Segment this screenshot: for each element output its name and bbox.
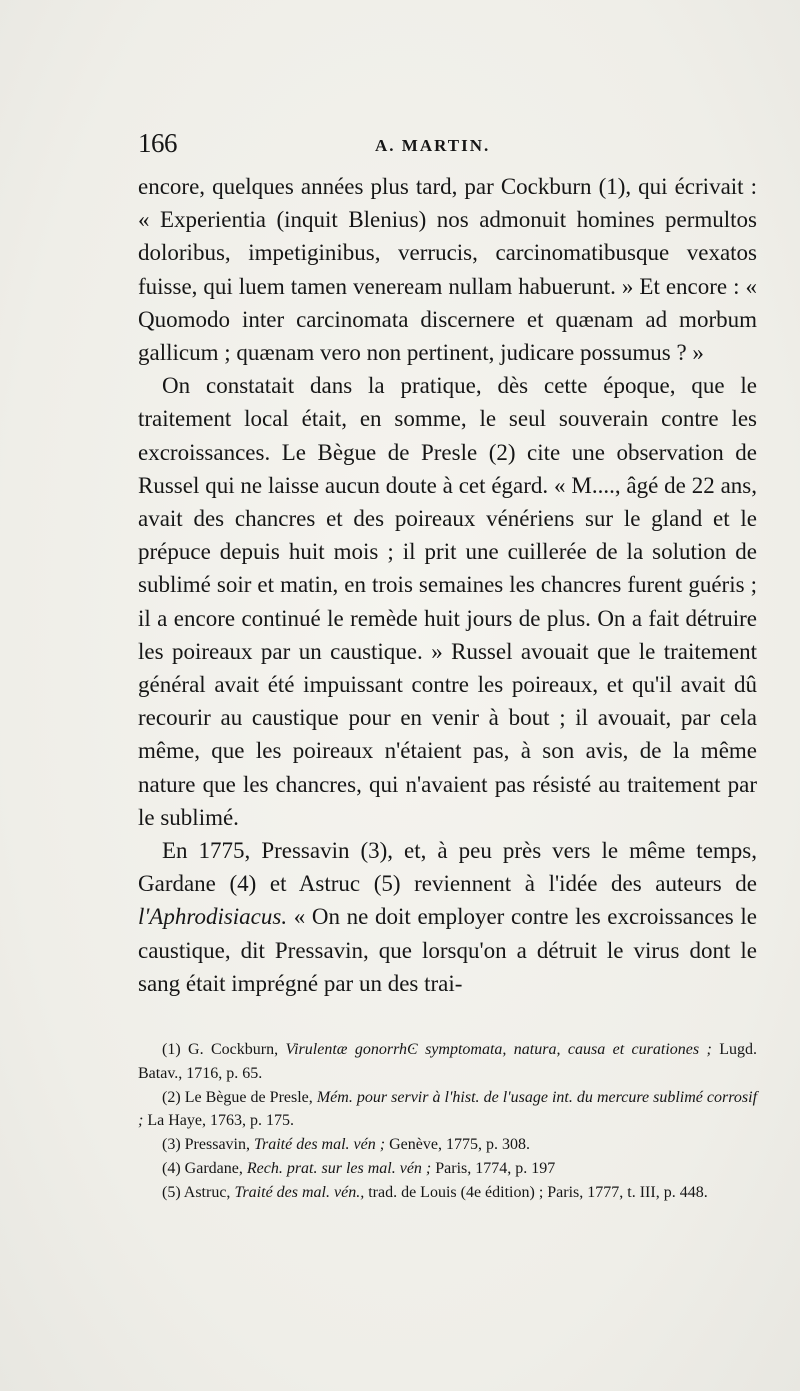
footnote-3-imprint: Genève, 1775, p. 308. <box>385 1136 530 1154</box>
aphrodisiacus-title: l'Aphrodisiacus. <box>138 904 288 930</box>
paragraph-1: encore, quelques années plus tard, par Cockburn (1), qui écrivait : « Experientia (inquit Blenius) nos admonuit homines permultos doloribus, impetiginibus, verrucis, carcinomatibusque vexatos fuisse, qui luem tamen veneream nullam habuerunt. » Et encore : « Quomodo inter carcinomata discernere et quænam ad morbum gallicum ; quænam vero non pertinent, judicare possumus ? » <box>138 174 757 366</box>
paragraph-3 <box>138 834 757 1000</box>
footnotes <box>138 1038 757 1205</box>
footnote-1-author: (1) G. Cockburn, <box>162 1041 286 1058</box>
paragraph-3-end: « On ne doit employer contre les excroissances le caustique, dit Pressavin, que lorsqu'on a détruit le virus dont le sang était imprégné par un des trai- <box>138 904 757 996</box>
footnote-2-author: (2) Le Bègue de Presle, <box>162 1088 317 1106</box>
footnote-3-author: (3) Pressavin, <box>162 1136 254 1154</box>
footnote-1-title: Virulentæ gonorrhϾ symptomata, natura, causa et curationes ; <box>285 1041 712 1058</box>
footnote-2-imprint: La Haye, 1763, p. 175. <box>143 1112 294 1130</box>
footnote-3-title: Traité des mal. vén ; <box>253 1136 386 1154</box>
footnote-4 <box>138 1157 757 1181</box>
footnote-5-author: (5) Astruc, <box>162 1183 235 1201</box>
main-text <box>138 170 757 1000</box>
footnote-4-author: (4) Gardane, <box>162 1159 247 1177</box>
footnote-3 <box>138 1133 757 1157</box>
footnote-4-imprint: Paris, 1774, p. 197 <box>431 1159 556 1177</box>
footnote-2 <box>138 1086 757 1134</box>
page-number: 166 <box>138 128 177 158</box>
footnote-5 <box>138 1181 757 1205</box>
footnote-4-title: Rech. prat. sur les mal. vén ; <box>246 1159 432 1177</box>
footnote-5-title: Traité des mal. vén., <box>234 1183 365 1201</box>
footnote-2-title: Mém. pour servir à l'hist. de l'usage int. du mercure sublimé corrosif ; <box>138 1088 758 1130</box>
page-header <box>138 128 768 164</box>
paragraph-2: On constatait dans la pratique, dès cette époque, que le traitement local était, en somme, le seul souverain contre les excroissances. Le Bègue de Presle (2) cite une observation de Russel qui ne laisse aucun doute à cet égard. « M...., âgé de 22 ans, avait des chancres et des poireaux vénériens sur le gland et le prépuce depuis huit mois ; il prit une cuillerée de la solution de sublimé soir et matin, en trois semaines les chancres furent guéris ; il a encore continué le remède huit jours de plus. On a fait détruire les poireaux par un caustique. » Russel avouait que le traitement général avait été impuissant contre les poireaux, et qu'il avait dû recourir au caustique pour en venir à bout ; il avouait, par cela même, que les poireaux n'étaient pas, à son avis, de la même nature que les chancres, qui n'avaient pas résisté au traitement par le sublimé. <box>138 373 757 830</box>
running-title: A. MARTIN. <box>375 136 491 155</box>
footnote-1 <box>138 1038 757 1086</box>
footnote-5-imprint: trad. de Louis (4e édition) ; Paris, 1777, t. III, p. 448. <box>364 1183 708 1201</box>
paragraph-3-start: En 1775, Pressavin (3), et, à peu près vers le même temps, Gardane (4) et Astruc (5) reviennent à l'idée des auteurs de <box>138 838 757 897</box>
footnote-1-imprint: Lugd. Batav., 1716, p. 65. <box>138 1041 758 1082</box>
